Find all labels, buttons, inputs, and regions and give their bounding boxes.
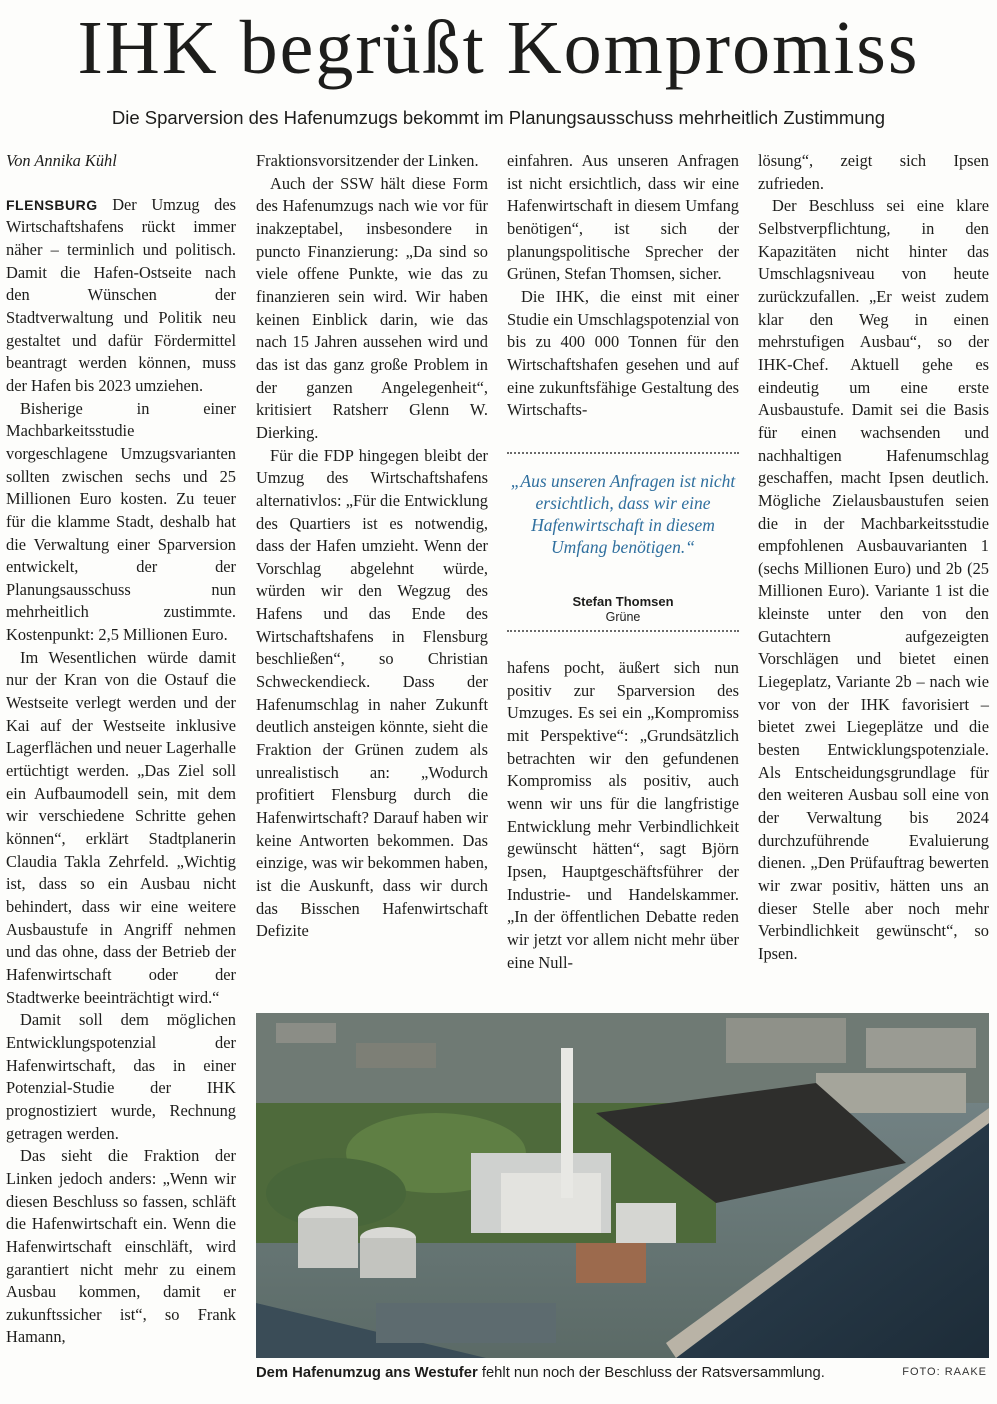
paragraph: Im Wesentlichen würde damit nur der Kran von die Ostauf die Westseite verlegt werden und der Kai auf der Westseite inklusive Lagerflächen und neuer Lagerhalle ertüchtigt werden. „Das Ziel soll ein Aufbaumodell sein, mit dem wir verschiedene Schritte gehen können“, erklärt Stadtplanerin Claudia Takla Zehrfeld. „Wichtig ist, dass so ein Ausbau nicht behindert, dass wir eine weitere Ausbaustufe in Angriff nehmen und das ohne, dass der Betrieb der Hafenwirtschaft oder der Stadtwerke beeinträchtigt wird.“: [6, 647, 236, 1007]
paragraph: Für die FDP hingegen bleibt der Umzug des Wirtschaftshafens alternativlos: „Für die Entwicklung des Quartiers ist es notwendig, dass der Hafen umzieht. Wenn der Vorschlag abgelehnt würde, würden wir den Wegzug des Hafens und das Ende des Wirtschaftshafens in Flensburg beschließen“, so Christian Schweckendieck. Dass der Hafenumschlag in naher Zukunft deutlich ansteigen könnte, sieht die Fraktion der Grünen zudem als unrealistisch an: „Wodurch profitiert Flensburg durch die Hafenwirtschaft? Darauf haben wir keine Antworten bekommen. Das einzige, was wir bekommen haben, ist die Auskunft, dass wir durch das Bisschen Hafenwirtschaft Defizite: [256, 445, 488, 941]
photo-credit: FOTO: RAAKE: [902, 1366, 987, 1378]
divider: [507, 452, 739, 454]
paragraph: Damit soll dem möglichen Entwicklungspotenzial der Hafenwirtschaft, das in einer Potenzial-Studie der IHK prognostiziert wurde, Rechnung getragen werden.: [6, 1010, 236, 1143]
paragraph: Der Beschluss sei eine klare Selbstverpflichtung, in den Kapazitäten nicht hinter das Umschlagsniveau von heute zurückzufallen. „Er weist zudem klar den Weg in einen mehrstufigen Ausbau“, so der IHK-Chef. Aktuell gehe es eindeutig um eine erste Ausbaustufe. Damit sei die Basis für einen wachsenden und nachhaltigen Hafenumschlag geschaffen, macht Ipsen deutlich. Mögliche Zielausbaustufen seien die in der Machbarkeitsstudie empfohlenen Ausbauvarianten 1 (sechs Millionen Euro) und 2b (25 Millionen Euro). Variante 1 ist die kleinste unter den von den Gutachtern aufgezeigten Vorschlägen und bietet einen Liegeplatz, Variante 2b – nach wie vor von der IHK favorisiert – bietet zwei Liegeplätze und die besten Entwicklungspotenziale. Als Entscheidungsgrundlage für den weiteren Ausbau soll eine von der Verwaltung bis 2024 durchzuführende Evaluierung dienen. „Den Prüfauftrag bewerten wir zwar positiv, hätten uns an dieser Stelle aber noch mehr Verbindlichkeit gewünscht“, so Ipsen.: [758, 196, 989, 963]
paragraph: Die IHK, die einst mit einer Studie ein Umschlagspotenzial von bis zu 400 000 Tonnen für den Wirtschaftshafen gesehen und auf eine zukunftsfähige Gestaltung des Wirtschafts-: [507, 286, 739, 420]
paragraph: Fraktionsvorsitzender der Linken.: [256, 151, 479, 170]
aerial-harbor-photo: [256, 1013, 989, 1358]
article-column-4: [758, 150, 989, 966]
paragraph: hafens pocht, äußert sich nun positiv zur Sparversion des Umzuges. Es sei ein „Kompromiss mit Perspektive“: „Grundsätzlich betrachten wir den gefundenen Kompromiss als positiv, auch wenn wir uns für die langfristige Entwicklung mehr Verbindlichkeit gewünscht hätten“, sagt Björn Ipsen, Hauptgeschäftsführer der Industrie- und Handelskammer. „In der öffentlichen Debatte reden wir jetzt vor allem nicht mehr über eine Null-: [507, 658, 739, 972]
paragraph: einfahren. Aus unseren Anfragen ist nicht ersichtlich, dass wir eine Hafenwirtschaft in diesem Umfang benötigen“, ist sich der planungspolitische Sprecher der Grünen, Stefan Thomsen, sicher.: [507, 151, 739, 284]
paragraph: Bisherige in einer Machbarkeitsstudie vorgeschlagene Umzugsvarianten sollten zwischen sechs und 25 Millionen Euro kosten. Zu teuer für die klamme Stadt, deshalb hat die Verwaltung einer Sparversion entwickelt, der der Planungsausschuss nun mehrheitlich zustimmte. Kostenpunkt: 2,5 Millionen Euro.: [6, 398, 236, 645]
paragraph: FLENSBURG Der Umzug des Wirtschaftshafens rückt immer näher – terminlich und politisch. Damit die Hafen-Ostseite nach den Wünschen der Stadtverwaltung und Politik neu gestaltet und dafür Fördermittel beantragt werden können, muss der Hafen bis 2023 umziehen.: [6, 194, 236, 395]
pull-quote: [507, 452, 739, 632]
dateline: FLENSBURG: [6, 196, 98, 213]
divider: [507, 630, 739, 632]
caption-text: fehlt nun noch der Beschluss der Ratsversammlung.: [477, 1365, 825, 1381]
article-column-2: [256, 150, 488, 943]
pull-quote-author: Stefan Thomsen: [572, 594, 674, 609]
pull-quote-role: Grüne: [605, 610, 641, 624]
article-column-3-continued: [507, 657, 739, 974]
pull-quote-text: „Aus unseren Anfragen ist nicht ersichtlich, dass wir eine Hafenwirtschaft in diesem Umfang benötigen.“: [510, 471, 736, 557]
paragraph: Auch der SSW hält diese Form des Hafenumzugs nach wie vor für inakzeptabel, insbesondere in puncto Finanzierung: „Da sind so viele offene Punkte, wie das zu finanzieren sein wird. Wir haben keinen Einblick darin, wie das nach 15 Jahren aussehen wird und das ist das ganz große Problem in der ganzen Angelegenheit“, kritisiert Ratsherr Glenn W. Dierking.: [256, 173, 488, 442]
caption-lead: Dem Hafenumzug ans Westufer: [256, 1365, 478, 1381]
paragraph: lösung“, zeigt sich Ipsen zufrieden.: [758, 151, 989, 193]
photo-caption: [256, 1363, 989, 1383]
article-column-1: [6, 150, 236, 1349]
subheadline: Die Sparversion des Hafenumzugs bekommt im Planungsausschuss mehrheitlich Zustimmung: [111, 107, 886, 128]
paragraph: Das sieht die Fraktion der Linken jedoch anders: „Wenn wir diesen Beschluss so fassen, schläft die Hafenwirtschaft ein. Wenn die Hafenwirtschaft einschläft, wird garantiert nicht mehr zu einem Ausbau kommen, damit er zukunftssicher ist“, so Frank Hamann,: [6, 1146, 236, 1347]
byline: Von Annika Kühl: [6, 151, 117, 170]
headline: IHK begrüßt Kompromiss: [77, 6, 920, 90]
article-column-3: [507, 150, 739, 422]
